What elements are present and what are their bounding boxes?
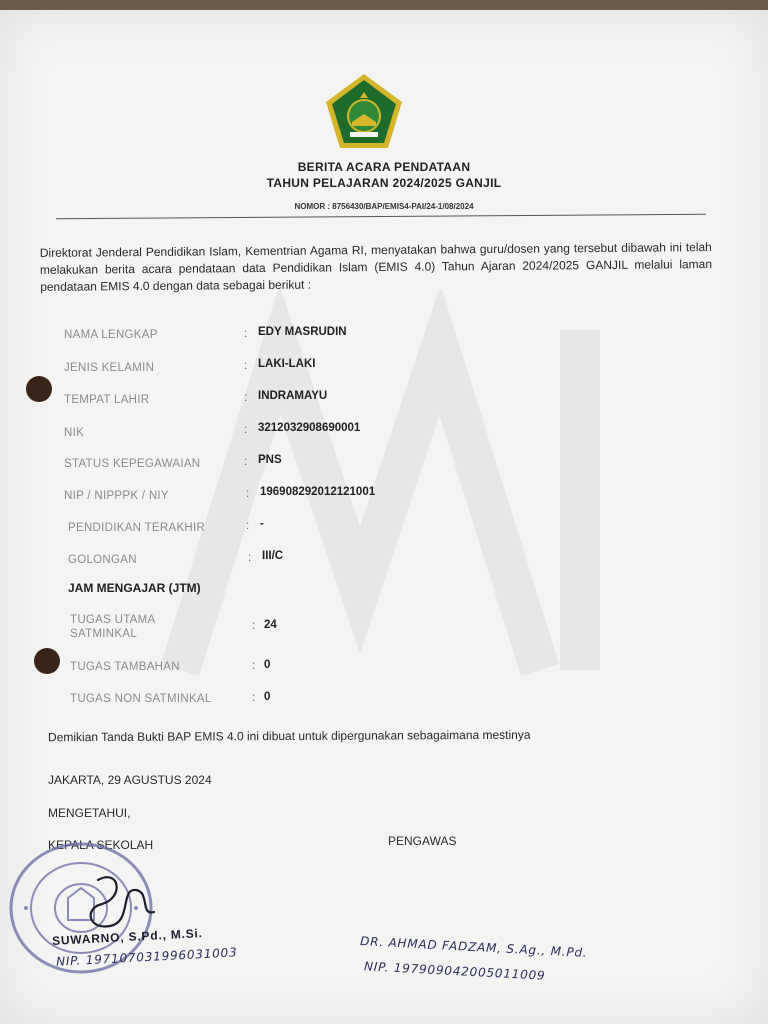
- header-divider: [56, 214, 706, 220]
- field-colon: :: [244, 328, 248, 340]
- field-label-tempat-lahir: TEMPAT LAHIR: [64, 394, 150, 406]
- field-label-golongan: GOLONGAN: [68, 554, 137, 566]
- field-value-tugas-non-satminkal: 0: [264, 691, 271, 703]
- kepala-nip: NIP. 197107031996031003: [55, 945, 238, 969]
- document-number: NOMOR : 8756430/BAP/EMIS4-PAI/24-1/08/2024: [294, 202, 474, 211]
- field-colon: :: [252, 660, 256, 672]
- jam-mengajar-header: JAM MENGAJAR (JTM): [68, 581, 201, 595]
- field-value-tugas-utama: 24: [264, 619, 277, 631]
- field-colon: :: [244, 360, 248, 372]
- field-value-nip: 196908292012121001: [260, 486, 376, 498]
- field-colon: :: [252, 692, 256, 704]
- field-value-tempat-lahir: INDRAMAYU: [258, 390, 328, 402]
- pengawas-nip: NIP. 197909042005011009: [363, 959, 546, 983]
- field-colon: :: [244, 424, 248, 436]
- field-label-pendidikan: PENDIDIKAN TERAKHIR: [68, 522, 206, 534]
- intro-paragraph: Direktorat Jenderal Pendidikan Islam, Kementrian Agama RI, menyatakan bahwa guru/dosen yang tersebut dibawah ini telah melakukan berita acara pendataan data Pendidikan Islam (EMIS 4.0) Tahun Ajaran 2024/2025 GANJIL melalui laman pendataan EMIS 4.0 dengan data sebagai berikut :: [39, 240, 713, 294]
- pengawas-label: PENGAWAS: [388, 834, 457, 848]
- kepala-name: SUWARNO, S.Pd., M.Si.: [51, 926, 204, 948]
- field-colon: :: [248, 552, 252, 564]
- field-label-nip: NIP / NIPPPK / NIY: [64, 490, 169, 502]
- document-page: [0, 10, 768, 1024]
- field-value-tugas-tambahan: 0: [264, 659, 271, 671]
- field-value-nik: 3212032908690001: [258, 422, 361, 434]
- field-label-tugas-non-satminkal: TUGAS NON SATMINKAL: [70, 693, 212, 705]
- mengetahui-label: MENGETAHUI,: [48, 806, 131, 820]
- field-label-tugas-tambahan: TUGAS TAMBAHAN: [70, 661, 180, 673]
- punch-hole: [26, 376, 52, 402]
- field-value-nama: EDY MASRUDIN: [258, 326, 347, 338]
- field-value-pendidikan: -: [260, 518, 264, 530]
- field-label-nik: NIK: [64, 427, 85, 439]
- document-subtitle: TAHUN PELAJARAN 2024/2025 GANJIL: [266, 176, 502, 190]
- kepala-signature: [80, 868, 160, 938]
- field-colon: :: [246, 488, 250, 500]
- field-value-jenis-kelamin: LAKI-LAKI: [258, 358, 316, 370]
- field-colon: :: [246, 520, 250, 532]
- field-label-status: STATUS KEPEGAWAIAN: [64, 458, 201, 470]
- pengawas-name: DR. AHMAD FADZAM, S.Ag., M.Pd.: [359, 934, 588, 960]
- kepala-sekolah-label: KEPALA SEKOLAH: [48, 838, 154, 852]
- field-label-nama: NAMA LENGKAP: [64, 329, 158, 341]
- kemenag-logo: [324, 72, 404, 152]
- punch-hole: [34, 648, 60, 674]
- field-value-status: PNS: [258, 454, 282, 466]
- field-value-golongan: III/C: [262, 550, 284, 562]
- field-colon: :: [244, 456, 248, 468]
- field-colon: :: [244, 392, 248, 404]
- field-colon: :: [252, 620, 256, 632]
- emis-watermark: [160, 290, 680, 710]
- field-label-tugas-utama: TUGAS UTAMA SATMINKAL: [70, 614, 155, 640]
- closing-statement: Demikian Tanda Bukti BAP EMIS 4.0 ini dibuat untuk dipergunakan sebagaimana mestinya: [47, 727, 531, 745]
- place-date: JAKARTA, 29 AGUSTUS 2024: [48, 773, 212, 787]
- field-label-jenis-kelamin: JENIS KELAMIN: [64, 362, 155, 374]
- document-title: BERITA ACARA PENDATAAN: [297, 160, 471, 174]
